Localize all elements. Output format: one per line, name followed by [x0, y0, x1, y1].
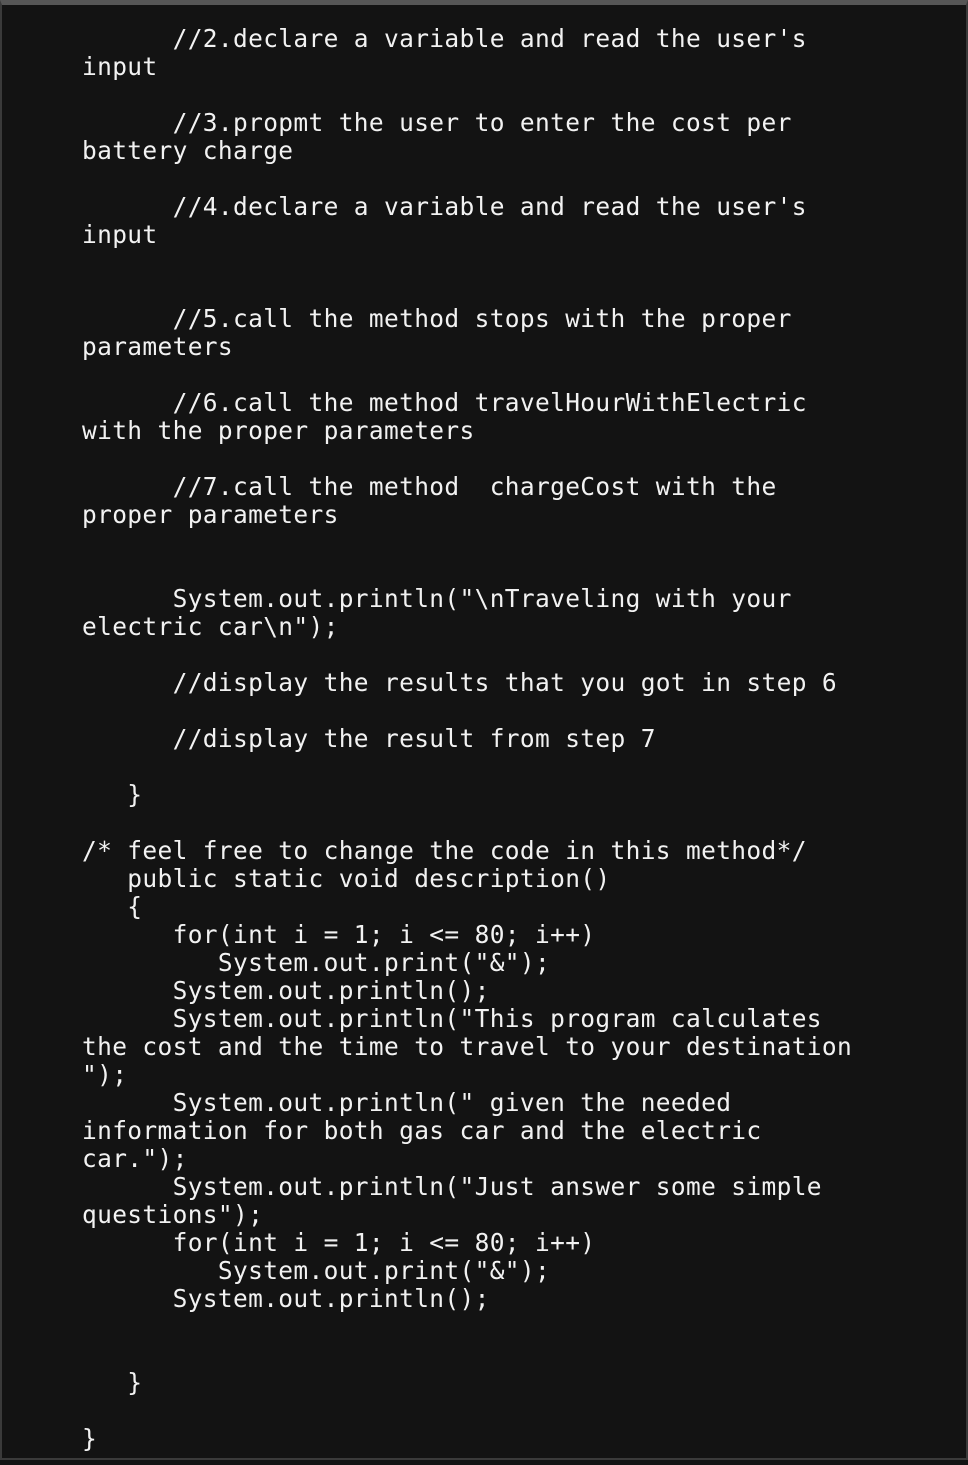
code-line: System.out.println(" given the needed: [82, 1088, 732, 1117]
code-line: System.out.println("Just answer some simple: [82, 1172, 822, 1201]
code-line: car.");: [82, 1144, 188, 1173]
code-line: {: [82, 892, 143, 921]
code-line: parameters: [82, 332, 234, 361]
code-text-area[interactable]: [2, 5, 968, 1465]
code-line: //5.call the method stops with the proper: [82, 304, 792, 333]
code-line: for(int i = 1; i <= 80; i++): [82, 920, 596, 949]
code-line: //4.declare a variable and read the user's: [82, 192, 807, 221]
code-line: System.out.println();: [82, 976, 490, 1005]
code-line: System.out.print("&");: [82, 1256, 551, 1285]
code-line: //2.declare a variable and read the user's: [82, 24, 807, 53]
code-line: //display the result from step 7: [82, 724, 656, 753]
code-line: with the proper parameters: [82, 416, 475, 445]
code-line: public static void description(): [82, 864, 611, 893]
code-line: System.out.print("&");: [82, 948, 551, 977]
code-line: System.out.println();: [82, 1284, 490, 1313]
code-line: information for both gas car and the electric: [82, 1116, 762, 1145]
code-line: //display the results that you got in step 6: [82, 668, 838, 697]
code-line: input: [82, 52, 158, 81]
code-line: }: [82, 780, 143, 809]
code-line: input: [82, 220, 158, 249]
code-line: }: [82, 1368, 143, 1397]
code-line: for(int i = 1; i <= 80; i++): [82, 1228, 596, 1257]
code-line: questions");: [82, 1200, 264, 1229]
code-line: electric car\n");: [82, 612, 339, 641]
code-line: //3.propmt the user to enter the cost per: [82, 108, 792, 137]
code-line: battery charge: [82, 136, 294, 165]
code-line: ");: [82, 1060, 128, 1089]
code-line: //7.call the method chargeCost with the: [82, 472, 777, 501]
code-line: //6.call the method travelHourWithElectric: [82, 388, 807, 417]
code-line: /* feel free to change the code in this method*/: [82, 836, 807, 865]
code-line: }: [82, 1424, 98, 1453]
code-line: System.out.println("\nTraveling with your: [82, 584, 792, 613]
code-line: proper parameters: [82, 500, 339, 529]
code-line: the cost and the time to travel to your destination: [82, 1032, 853, 1061]
code-line: System.out.println("This program calculates: [82, 1004, 822, 1033]
